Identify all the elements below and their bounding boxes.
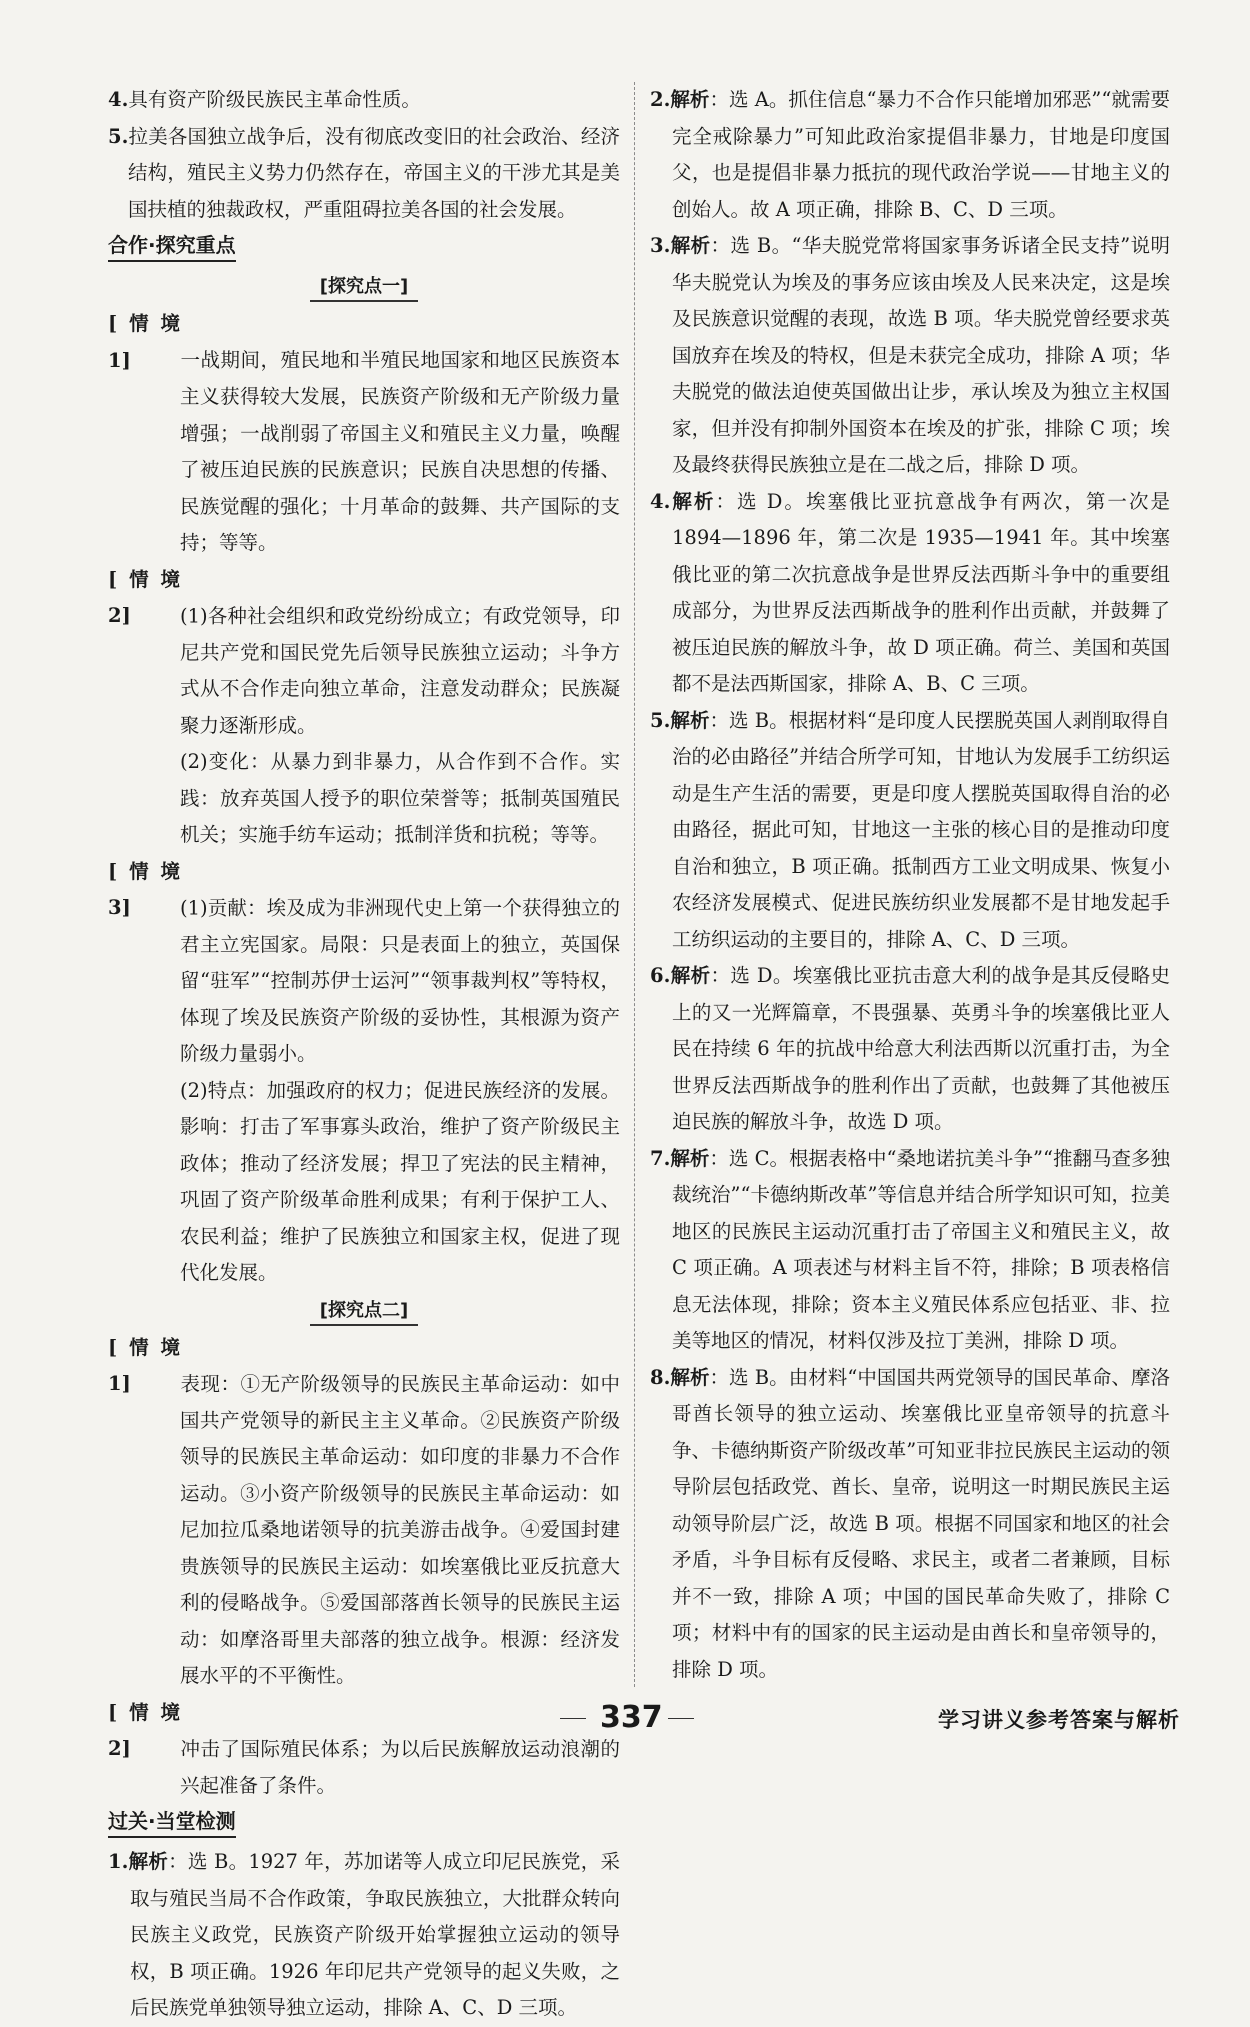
answer-text: ：选 D。埃塞俄比亚抗意战争有两次，第一次是 1894—1896 年，第二次是 1935—1941 年。其中埃塞俄比亚的第二次抗意战争是世界反法西斯斗争中的重要组成部分，为世界反法西斯战争的胜利作出贡献，并鼓舞了被压迫民族的解放斗争，故 D 项正确。荷兰、美国和英国都不是法西斯国家，排除 A、B、C 三项。 (672, 489, 1170, 695)
answer-number: 2. (650, 88, 671, 111)
scenario-text: 冲击了国际殖民体系；为以后民族解放运动浪潮的兴起准备了条件。 (180, 1737, 620, 1797)
scenario-1 (108, 306, 620, 562)
footer-dash-left (560, 1718, 586, 1719)
answer-label: 解析 (670, 88, 710, 111)
answer-6 (650, 958, 1170, 1141)
answer-number: 7. (650, 1146, 671, 1170)
answer-text: ：选 C。根据表格中“桑地诺抗美斗争”“推翻马查多独裁统治”“卡德纳斯改革”等信息并结合所学知识可知，拉美地区的民族民主运动沉重打击了帝国主义和殖民主义，故 C 项正确。A 项表述与材料主旨不符，排除；B 项表格信息无法体现，排除；资本主义殖民体系应包括亚、非、拉美等地区的情况，材料仅涉及拉丁美洲，排除 D 项。 (672, 1146, 1170, 1352)
footer-title: 学习讲义参考答案与解析 (938, 1708, 1180, 1732)
item-number: 5. (108, 124, 129, 148)
item-text: 拉美各国独立战争后，没有彻底改变旧的社会政治、经济结构，殖民主义势力仍然存在，帝国主义的干涉尤其是美国扶植的独裁政权，严重阻碍拉美各国的社会发展。 (128, 124, 620, 221)
answer-label: 解析 (670, 234, 711, 257)
explore-point-one: [探究点一] (310, 274, 418, 302)
answer-2 (650, 82, 1170, 228)
answer-number: 8. (650, 1365, 671, 1389)
answer-number: 6. (650, 964, 671, 987)
scenario-3-sub: (2)特点：加强政府的权力；促进民族经济的发展。影响：打击了军事寡头政治，维护了资产阶级民主政体；推动了经济发展；捍卫了宪法的民主精神，巩固了资产阶级革命胜利成果；有利于保护工人、农民利益；维护了民族独立和国家主权，促进了现代化发展。 (180, 1078, 620, 1284)
answer-4 (650, 484, 1170, 703)
answer-number: 1. (108, 1850, 129, 1873)
answer-text: ：选 B。根据材料“是印度人民摆脱英国人剥削取得自治的必由路径”并结合所学可知，甘地认为发展手工纺织运动是生产生活的需要，更是印度人摆脱英国取得自治的必由路径，据此可知，甘地这一主张的核心目的是推动印度自治和独立，B 项正确。抵制西方工业文明成果、恢复小农经济发展模式、促进民族纺织业发展都不是甘地发起手工纺织运动的主要目的，排除 A、C、D 三项。 (672, 708, 1170, 951)
item-5 (108, 119, 620, 229)
scenario-tag: [情境 1] (108, 1335, 180, 1395)
scenario-text: (1)贡献：埃及成为非洲现代史上第一个获得独立的君主立宪国家。局限：只是表面上的独立，英国保留“驻军”“控制苏伊士运河”“领事裁判权”等特权，体现了埃及民族资产阶级的妥协性，其根源为资产阶级力量弱小。 (180, 896, 620, 1065)
section-heading-check: 过关·当堂检测 (108, 1806, 236, 1838)
scenario-text: 表现：①无产阶级领导的民族民主革命运动：如中国共产党领导的新民主主义革命。②民族资产阶级领导的民族民主革命运动：如印度的非暴力不合作运动。③小资产阶级领导的民族民主革命运动：如尼加拉瓜桑地诺领导的抗美游击战争。④爱国封建贵族领导的民族民主运动：如埃塞俄比亚反抗意大利的侵略战争。⑤爱国部落酋长领导的民族民主运动：如摩洛哥里夫部落的独立战争。根源：经济发展水平的不平衡性。 (180, 1372, 620, 1687)
answer-1 (108, 1844, 620, 2027)
scenario-text: 一战期间，殖民地和半殖民地国家和地区民族资本主义获得较大发展，民族资产阶级和无产阶级力量增强；一战削弱了帝国主义和殖民主义力量，唤醒了被压迫民族的民族意识；民族自决思想的传播、民族觉醒的强化；十月革命的鼓舞、共产国际的支持；等等。 (180, 348, 620, 554)
answer-label: 解析 (670, 708, 710, 732)
answer-text: ：选 A。抓住信息“暴力不合作只能增加邪恶”“就需要完全戒除暴力”可知此政治家提倡非暴力，甘地是印度国父，也是提倡非暴力抵抗的现代政治学说——甘地主义的创始人。故 A 项正确，排除 B、C、D 三项。 (672, 88, 1170, 221)
answer-text: ：选 B。“华夫脱党常将国家事务诉诸全民支持”说明华夫脱党认为埃及的事务应该由埃及人民来决定，这是埃及民族意识觉醒的表现，故选 B 项。华夫脱党曾经要求英国放弃在埃及的特权，但是未获完全成功，排除 A 项；华夫脱党的做法迫使英国做出让步，承认埃及为独立主权国家，但并没有抑制外国资本在埃及的扩张，排除 C 项；埃及最终获得民族独立是在二战之后，排除 D 项。 (672, 234, 1170, 476)
explore-point-two: [探究点二] (310, 1298, 418, 1326)
answer-label: 解析 (670, 1146, 710, 1170)
answer-5 (650, 703, 1170, 959)
scenario-2-1 (108, 1330, 620, 1695)
section-heading-cooperation: 合作·探究重点 (108, 230, 236, 262)
scenario-2 (108, 562, 620, 745)
answer-8 (650, 1360, 1170, 1689)
scenario-tag: [情境 2] (108, 1700, 180, 1760)
item-text: 具有资产阶级民族民主革命性质。 (128, 88, 421, 111)
scenario-tag: [情境 2] (108, 567, 180, 627)
footer-dash-right (668, 1718, 694, 1719)
scenario-tag: [情境 3] (108, 859, 180, 919)
right-column (650, 82, 1170, 1688)
answer-label: 解析 (670, 489, 716, 513)
answer-3 (650, 228, 1170, 484)
answer-label: 解析 (670, 964, 711, 987)
item-4 (108, 82, 620, 119)
item-number: 4. (108, 88, 129, 111)
answer-text: ：选 D。埃塞俄比亚抗击意大利的战争是其反侵略史上的又一光辉篇章，不畏强暴、英勇斗争的埃塞俄比亚人民在持续 6 年的抗战中给意大利法西斯以沉重打击，为全世界反法西斯战争的胜利作出了贡献，也鼓舞了其他被压迫民族的解放斗争，故选 D 项。 (672, 964, 1170, 1133)
page-number: 337 (600, 1700, 663, 1735)
answer-7 (650, 1141, 1170, 1360)
answer-label: 解析 (128, 1850, 169, 1873)
page-footer (0, 1696, 1250, 1740)
scenario-2-sub: (2)变化：从暴力到非暴力，从合作到不合作。实践：放弃英国人授予的职位荣誉等；抵制英国殖民机关；实施手纺车运动；抵制洋货和抗税；等等。 (180, 750, 620, 846)
answer-text: ：选 B。1927 年，苏加诺等人成立印尼民族党，采取与殖民当局不合作政策，争取民族独立，大批群众转向民族主义政党，民族资产阶级开始掌握独立运动的领导权，B 项正确。1926 年印尼共产党领导的起义失败，之后民族党单独领导独立运动，排除 A、C、D 三项。 (130, 1850, 620, 2019)
answer-text: ：选 B。由材料“中国国共两党领导的国民革命、摩洛哥酋长领导的独立运动、埃塞俄比亚皇帝领导的抗意斗争、卡德纳斯资产阶级改革”可知亚非拉民族民主运动的领导阶层包括政党、酋长、皇帝，说明这一时期民族民主运动领导阶层广泛，故选 B 项。根据不同国家和地区的社会矛盾，斗争目标有反侵略、求民主，或者二者兼顾，目标并不一致，排除 A 项；中国的国民革命失败了，排除 C 项；材料中有的国家的民主运动是由酋长和皇帝领导的，排除 D 项。 (672, 1365, 1170, 1681)
answer-number: 3. (650, 234, 671, 257)
scenario-3 (108, 854, 620, 1073)
answer-number: 5. (650, 708, 671, 732)
scenario-text: (1)各种社会组织和政党纷纷成立；有政党领导，印尼共产党和国民党先后领导民族独立运动；斗争方式从不合作走向独立革命，注意发动群众；民族凝聚力逐渐形成。 (180, 604, 620, 737)
answer-number: 4. (650, 489, 671, 513)
answer-label: 解析 (670, 1365, 710, 1389)
column-divider (634, 82, 635, 1687)
scenario-tag: [情境 1] (108, 312, 180, 372)
